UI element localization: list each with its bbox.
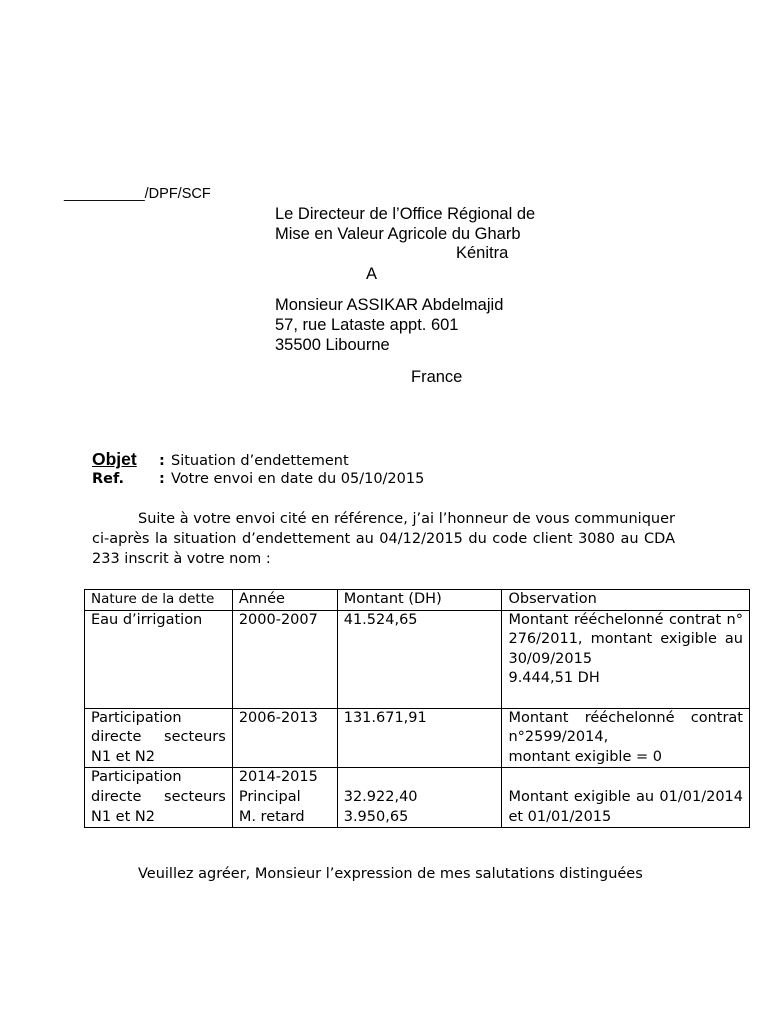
annee-principal: Principal: [238, 788, 301, 805]
observation-text: Montant rééchelonné contrat n°2599/2014,: [508, 709, 743, 746]
closing-text: Veuillez agréer, Monsieur l’expression de mes salutations distinguées: [138, 866, 643, 882]
table-row: [85, 768, 750, 828]
table-cell-annee: 2006-2013: [232, 708, 337, 768]
table-header-cell: Montant (DH): [337, 590, 502, 611]
recipient-address: 57, rue Lataste appt. 601: [275, 316, 459, 334]
reference-code: __________/DPF/SCF: [64, 186, 211, 202]
montant-principal: 32.922,40: [343, 788, 418, 805]
table-cell-montant: [337, 768, 502, 828]
ref-colon: :: [159, 471, 165, 487]
observation-text: Montant exigible au 01/01/2014 et 01/01/2015: [508, 788, 743, 825]
table-row: [85, 610, 750, 708]
sender-city: Kénitra: [456, 244, 509, 262]
recipient-country: France: [411, 368, 463, 386]
table-cell-observation: [502, 768, 750, 828]
montant-retard: 3.950,65: [343, 808, 409, 825]
closing-paragraph: [92, 864, 675, 884]
recipient-postal: 35500 Libourne: [275, 336, 390, 354]
table-cell-montant: 131.671,91: [337, 708, 502, 768]
observation-text: Montant rééchelonné contrat n° 276/2011, montant exigible au 30/09/2015: [508, 611, 743, 667]
sender-line-1: Le Directeur de l’Office Régional de: [275, 205, 536, 223]
table-cell-observation: [502, 610, 750, 708]
table-header-cell: Observation: [502, 590, 750, 611]
body-paragraph: [92, 509, 675, 569]
table-cell-nature: Participation directe secteurs N1 et N2: [85, 708, 233, 768]
table-row: [85, 708, 750, 768]
objet-label: Objet: [92, 449, 137, 469]
table-cell-nature: Eau d’irrigation: [85, 610, 233, 708]
table-cell-annee: [232, 768, 337, 828]
observation-amount: montant exigible = 0: [508, 748, 662, 765]
table-cell-annee: 2000-2007: [232, 610, 337, 708]
table-cell-observation: [502, 708, 750, 768]
table-cell-nature: Participation directe secteurs N1 et N2: [85, 768, 233, 828]
table-header-cell: Nature de la dette: [85, 590, 233, 611]
table-header-cell: Année: [232, 590, 337, 611]
annee-range: 2014-2015: [238, 769, 318, 786]
ref-text: Votre envoi en date du 05/10/2015: [171, 471, 425, 487]
recipient-name: Monsieur ASSIKAR Abdelmajid: [275, 296, 504, 314]
to-word: A: [366, 265, 378, 283]
body-paragraph-text: Suite à votre envoi cité en référence, j’ai l’honneur de vous communiquer ci-après la situation d’endettement au 04/12/2015 du code client 3080 au CDA 233 inscrit à votre nom :: [92, 511, 675, 567]
objet-text: Situation d’endettement: [171, 453, 349, 469]
annee-retard: M. retard: [238, 808, 305, 825]
sender-line-2: Mise en Valeur Agricole du Gharb: [275, 225, 521, 243]
observation-amount: 9.444,51 DH: [508, 670, 600, 687]
objet-colon: :: [159, 453, 165, 469]
ref-label: Ref.: [92, 471, 125, 487]
debt-table: [84, 589, 750, 828]
table-header-row: [85, 590, 750, 611]
table-cell-montant: 41.524,65: [337, 610, 502, 708]
